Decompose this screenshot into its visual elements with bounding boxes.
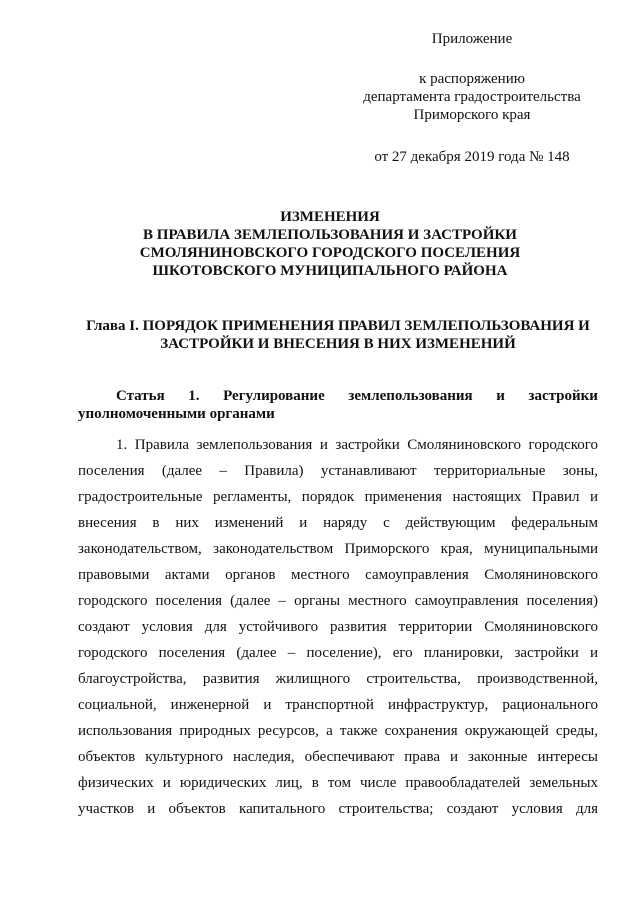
- body-line: использования природных ресурсов, а также сохранения окружающей среды,: [78, 723, 598, 739]
- body-line: объектов культурного наследия, обеспечивают права и законные интересы: [78, 749, 598, 765]
- body-line: правовыми актами органов местного самоуправления Смоляниновского: [78, 567, 598, 583]
- article-word: Регулирование: [223, 388, 325, 404]
- order-date-number: от 27 декабря 2019 года № 148: [374, 149, 570, 165]
- article-heading-line-1: [78, 387, 598, 405]
- article-word: и: [496, 388, 505, 404]
- article-word: землепользования: [348, 388, 473, 404]
- approval-header: [352, 30, 592, 166]
- body-line: градостроительные регламенты, порядок применения настоящих Правил и: [78, 489, 598, 505]
- article-word: 1.: [188, 388, 200, 404]
- chapter-heading: Глава I. ПОРЯДОК ПРИМЕНЕНИЯ ПРАВИЛ ЗЕМЛЕПОЛЬЗОВАНИЯ И ЗАСТРОЙКИ И ВНЕСЕНИЯ В НИХ ИЗМЕНЕНИЙ: [86, 318, 590, 352]
- body-line: законодательством, законодательством Приморского края, муниципальными: [78, 541, 598, 557]
- appendix-label: Приложение: [431, 31, 513, 47]
- body-line: внесения в них изменений и наряду с действующим федеральным: [78, 515, 598, 531]
- department-name: департамента градостроительства: [363, 89, 581, 105]
- title-line-3: СМОЛЯНИНОВСКОГО ГОРОДСКОГО ПОСЕЛЕНИЯ: [139, 245, 521, 261]
- document-title: [60, 208, 600, 280]
- article-word: Статья: [116, 388, 165, 404]
- title-line-1: ИЗМЕНЕНИЯ: [280, 209, 380, 225]
- body-line: участков и объектов капитального строительства; создают условия для: [78, 801, 598, 817]
- title-line-2: В ПРАВИЛА ЗЕМЛЕПОЛЬЗОВАНИЯ И ЗАСТРОЙКИ: [143, 227, 517, 243]
- body-line: поселения (далее – Правила) устанавливают территориальные зоны,: [78, 463, 598, 479]
- article-word: застройки: [528, 388, 598, 404]
- body-line: физических и юридических лиц, в том числе правообладателей земельных: [78, 775, 598, 791]
- order-reference: к распоряжению: [419, 71, 525, 87]
- body-line: городского поселения (далее – поселение), его планировки, застройки и: [78, 645, 598, 661]
- body-line: благоустройства, развития жилищного строительства, производственной,: [78, 671, 598, 687]
- article-body: [78, 432, 598, 822]
- body-line: социальной, инженерной и транспортной инфраструктур, рационального: [78, 697, 598, 713]
- article-heading-line-2: уполномоченными органами: [78, 406, 275, 422]
- body-line: 1. Правила землепользования и застройки Смоляниновского городского: [116, 437, 598, 453]
- title-line-4: ШКОТОВСКОГО МУНИЦИПАЛЬНОГО РАЙОНА: [152, 263, 508, 279]
- body-line: городского поселения (далее – органы местного самоуправления поселения): [78, 593, 598, 609]
- article-heading: [78, 387, 598, 423]
- region-name: Приморского края: [413, 107, 531, 123]
- body-line: создают условия для устойчивого развития территории Смоляниновского: [78, 619, 598, 635]
